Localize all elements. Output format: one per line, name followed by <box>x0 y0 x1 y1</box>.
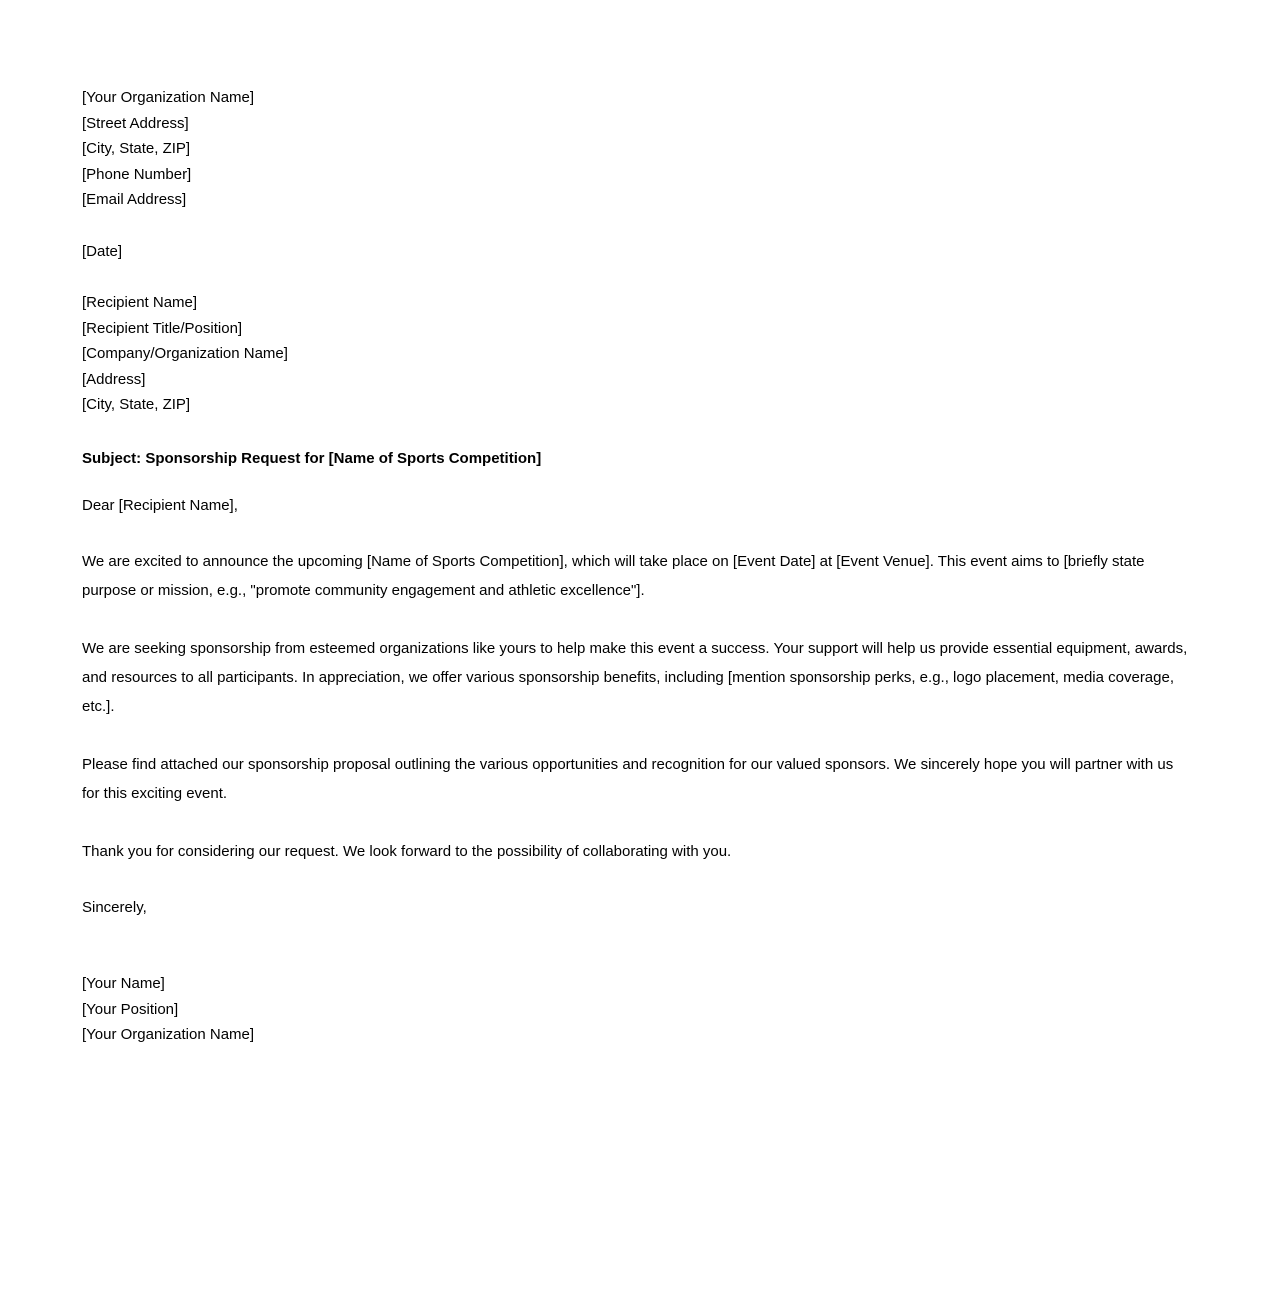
body-paragraph-thank-you: Thank you for considering our request. We look forward to the possibility of collaborating with you. <box>82 842 732 860</box>
recipient-address: [Address] <box>82 370 146 388</box>
sender-email-address: [Email Address] <box>82 191 187 208</box>
sender-organization-name: [Your Organization Name] <box>82 89 255 106</box>
signature-your-organization: [Your Organization Name] <box>82 1026 255 1043</box>
sender-street-address: [Street Address] <box>82 114 189 132</box>
body-paragraph-announcement: We are excited to announce the upcoming [Name of Sports Competition], which will take place on [Event Date] at [Event Venue]. This event aims to [briefly state purpose or mission, e.g., "promote community engagement and athletic excellence"]. <box>82 552 1145 599</box>
body-paragraph-proposal-attached: Please find attached our sponsorship proposal outlining the various opportunities and recognition for our valued sponsors. We sincerely hope you will partner with us for this exciting event. <box>82 755 1174 802</box>
recipient-address-block <box>82 290 1193 418</box>
signature-block <box>82 971 1193 1048</box>
greeting-line: Dear [Recipient Name], <box>82 497 238 514</box>
letter-date: [Date] <box>82 242 123 260</box>
recipient-name: [Recipient Name] <box>82 294 198 311</box>
signature-your-name: [Your Name] <box>82 975 165 992</box>
sender-phone-number: [Phone Number] <box>82 165 192 183</box>
recipient-title-position: [Recipient Title/Position] <box>82 319 243 337</box>
sender-address-block <box>82 85 1193 213</box>
signature-your-position: [Your Position] <box>82 1000 179 1018</box>
recipient-city-state-zip: [City, State, ZIP] <box>82 396 191 413</box>
recipient-company-organization: [Company/Organization Name] <box>82 345 288 362</box>
subject-line: Subject: Sponsorship Request for [Name of Sports Competition] <box>82 449 542 467</box>
sender-city-state-zip: [City, State, ZIP] <box>82 140 191 157</box>
body-paragraph-sponsorship-ask: We are seeking sponsorship from esteemed organizations like yours to help make this event a success. Your support will help us provide essential equipment, awards, and resources to all participants. In appreciation, we offer various sponsorship benefits, including [mention sponsorship perks, e.g., logo placement, media coverage, etc.]. <box>82 639 1188 715</box>
closing-line: Sincerely, <box>82 898 147 916</box>
